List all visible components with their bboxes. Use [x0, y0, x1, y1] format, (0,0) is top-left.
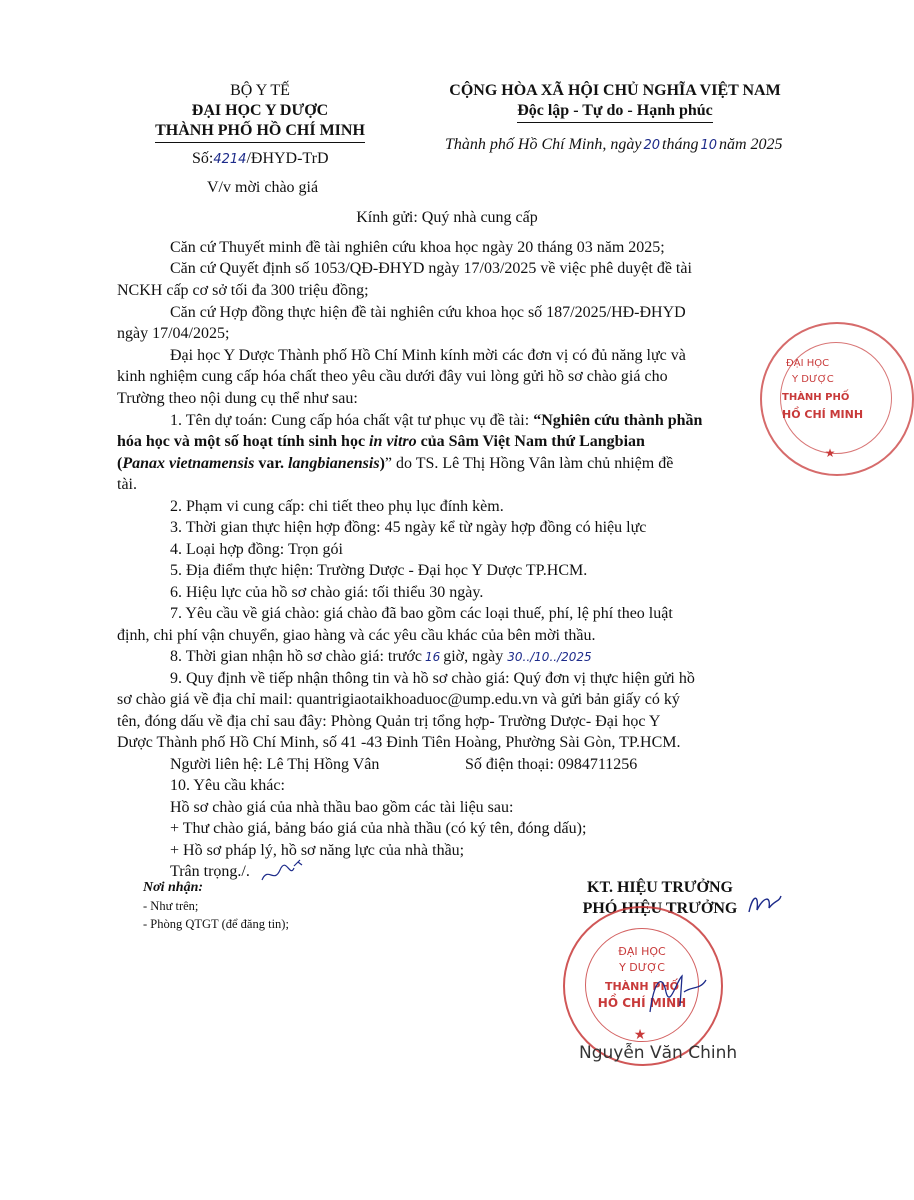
ministry-name: BỘ Y TẾ	[230, 82, 290, 99]
item-1-line-3	[117, 453, 777, 474]
doc-number-handwritten: 4214	[213, 152, 247, 167]
contact-phone: Số điện thoại: 0984711256	[465, 756, 638, 773]
item-1-paren-close: )	[379, 455, 385, 472]
item-8	[170, 646, 780, 668]
date-year: năm 2025	[719, 136, 783, 153]
item-1-title-mid: hóa học và một số hoạt tính sinh học	[117, 433, 370, 450]
item-4: 4. Loại hợp đồng: Trọn gói	[170, 541, 343, 558]
body-paragraph-4c: Trường theo nội dung cụ thể như sau:	[117, 390, 358, 407]
item-9b: sơ chào giá về địa chỉ mail: quantrigiaotaikhoaduoc@ump.edu.vn và gửi bản giấy có ký	[117, 691, 680, 708]
body-paragraph-2a: Căn cứ Quyết định số 1053/QĐ-ĐHYD ngày 17/03/2025 về việc phê duyệt đề tài	[170, 260, 692, 277]
item-9d: Dược Thành phố Hồ Chí Minh, số 41 -43 Đinh Tiên Hoàng, Phường Sài Gòn, TP.HCM.	[117, 734, 681, 751]
item-10: 10. Yêu cầu khác:	[170, 777, 285, 794]
item-1-var: var.	[254, 455, 288, 472]
stamp-line-1: ĐẠI HỌC	[618, 945, 666, 958]
item-10-docs-intro: Hồ sơ chào giá của nhà thầu bao gồm các tài liệu sau:	[170, 799, 514, 816]
margin-stamp-line-2: Y DƯỢC	[792, 374, 834, 385]
item-8-hour-handwritten: 16	[424, 650, 441, 664]
university-name-line2	[135, 120, 385, 143]
doc-number-prefix: Số:	[192, 150, 214, 167]
item-5: 5. Địa điểm thực hiện: Trường Dược - Đại học Y Dược TP.HCM.	[170, 562, 588, 579]
margin-stamp-line-3: THÀNH PHỐ	[782, 392, 850, 403]
date-city: Thành phố Hồ Chí Minh, ngày	[445, 136, 642, 153]
document-subject: V/v mời chào giá	[207, 179, 319, 196]
item-8-prefix: 8. Thời gian nhận hồ sơ chào giá: trước	[170, 648, 422, 665]
university-name-line2-text: THÀNH PHỐ HỒ CHÍ MINH	[155, 120, 365, 143]
item-1-line-2	[117, 431, 777, 452]
date-month-label: tháng	[662, 136, 699, 153]
signer-name: Nguyễn Văn Chinh	[579, 1043, 738, 1063]
recipient-1: - Như trên;	[143, 899, 199, 913]
margin-stamp-star-icon: ★	[824, 446, 836, 460]
item-8-mid: giờ, ngày	[443, 648, 504, 665]
date-month-handwritten: 10	[700, 138, 717, 153]
item-6: 6. Hiệu lực của hồ sơ chào giá: tối thiểu 30 ngày.	[170, 584, 484, 601]
university-name-line1: ĐẠI HỌC Y DƯỢC	[191, 102, 329, 119]
item-9a: 9. Quy định về tiếp nhận thông tin và hồ sơ chào giá: Quý đơn vị thực hiện gửi hồ	[170, 670, 695, 687]
signature-title-1: KT. HIỆU TRƯỞNG	[587, 879, 733, 896]
item-1-title-start: “Nghiên cứu thành phần	[533, 412, 703, 429]
document-number	[192, 148, 329, 170]
item-3: 3. Thời gian thực hiện hợp đồng: 45 ngày kể từ ngày hợp đồng có hiệu lực	[170, 519, 647, 536]
motto-text: Độc lập - Tự do - Hạnh phúc	[517, 100, 713, 123]
item-1-paren-open: (	[117, 455, 123, 472]
item-1-in-vitro: in vitro	[369, 433, 417, 450]
signature-title-2: PHÓ HIỆU TRƯỞNG	[582, 900, 738, 917]
stamp-line-3: THÀNH PHỐ	[604, 980, 680, 993]
document-date	[445, 134, 783, 156]
item-10-doc-2: + Hồ sơ pháp lý, hồ sơ năng lực của nhà thầu;	[170, 842, 465, 859]
body-paragraph-4b: kinh nghiệm cung cấp hóa chất theo yêu cầu dưới đây vui lòng gửi hồ sơ chào giá cho	[117, 368, 668, 385]
item-1-lead: ” do TS. Lê Thị Hồng Vân làm chủ nhiệm đề	[384, 455, 674, 472]
item-1-line-4: tài.	[117, 476, 137, 493]
body-paragraph-4a: Đại học Y Dược Thành phố Hồ Chí Minh kính mời các đơn vị có đủ năng lực và	[170, 347, 686, 364]
stamp-line-4: HỒ CHÍ MINH	[597, 996, 687, 1010]
body-paragraph-3b: ngày 17/04/2025;	[117, 325, 230, 342]
doc-number-suffix: /ĐHYD-TrD	[246, 150, 329, 167]
contact-name: Người liên hệ: Lê Thị Hồng Vân	[170, 756, 380, 773]
date-day-handwritten: 20	[643, 138, 660, 153]
margin-stamp-line-4: HỒ CHÍ MINH	[782, 408, 864, 421]
stamp-star-icon: ★	[633, 1027, 647, 1043]
closing: Trân trọng./.	[170, 863, 250, 880]
item-8-date-handwritten: 30../10../2025	[507, 650, 592, 664]
item-10-doc-1: + Thư chào giá, bảng báo giá của nhà thầu (có ký tên, đóng dấu);	[170, 820, 587, 837]
item-1-line-1	[170, 410, 780, 431]
item-1-species: Panax vietnamensis	[122, 455, 255, 472]
item-1-prefix: 1. Tên dự toán: Cung cấp hóa chất vật tư phục vụ đề tài:	[170, 412, 534, 429]
item-2: 2. Phạm vi cung cấp: chi tiết theo phụ lục đính kèm.	[170, 498, 504, 515]
margin-stamp-line-1: ĐẠI HỌC	[786, 358, 830, 369]
initials-scribble-icon	[258, 858, 306, 886]
body-paragraph-1: Căn cứ Thuyết minh đề tài nghiên cứu khoa học ngày 20 tháng 03 năm 2025;	[170, 239, 665, 256]
item-1-variety: langbianensis	[287, 455, 380, 472]
body-paragraph-2b: NCKH cấp cơ sở tối đa 300 triệu đồng;	[117, 282, 369, 299]
greeting: Kính gửi: Quý nhà cung cấp	[356, 209, 538, 226]
nation-name: CỘNG HÒA XÃ HỘI CHỦ NGHĨA VIỆT NAM	[449, 82, 781, 99]
body-paragraph-3a: Căn cứ Hợp đồng thực hiện đề tài nghiên cứu khoa học số 187/2025/HĐ-ĐHYD	[170, 304, 686, 321]
item-7b: định, chi phí vận chuyển, giao hàng và các yêu cầu khác của bên mời thầu.	[117, 627, 596, 644]
item-9c: tên, đóng dấu về địa chỉ sau đây: Phòng Quản trị tổng hợp- Trường Dược- Đại học Y	[117, 713, 661, 730]
motto	[430, 100, 800, 123]
item-1-title-end: của Sâm Việt Nam thứ Langbian	[416, 433, 645, 450]
signature-flourish-icon	[745, 888, 785, 920]
stamp-line-2: Y DƯỢC	[619, 961, 665, 974]
recipient-2: - Phòng QTGT (để đăng tin);	[143, 917, 289, 931]
recipients-label: Nơi nhận:	[143, 880, 204, 895]
item-7a: 7. Yêu cầu về giá chào: giá chào đã bao gồm các loại thuế, phí, lệ phí theo luật	[170, 605, 673, 622]
signature-icon	[640, 962, 710, 1022]
